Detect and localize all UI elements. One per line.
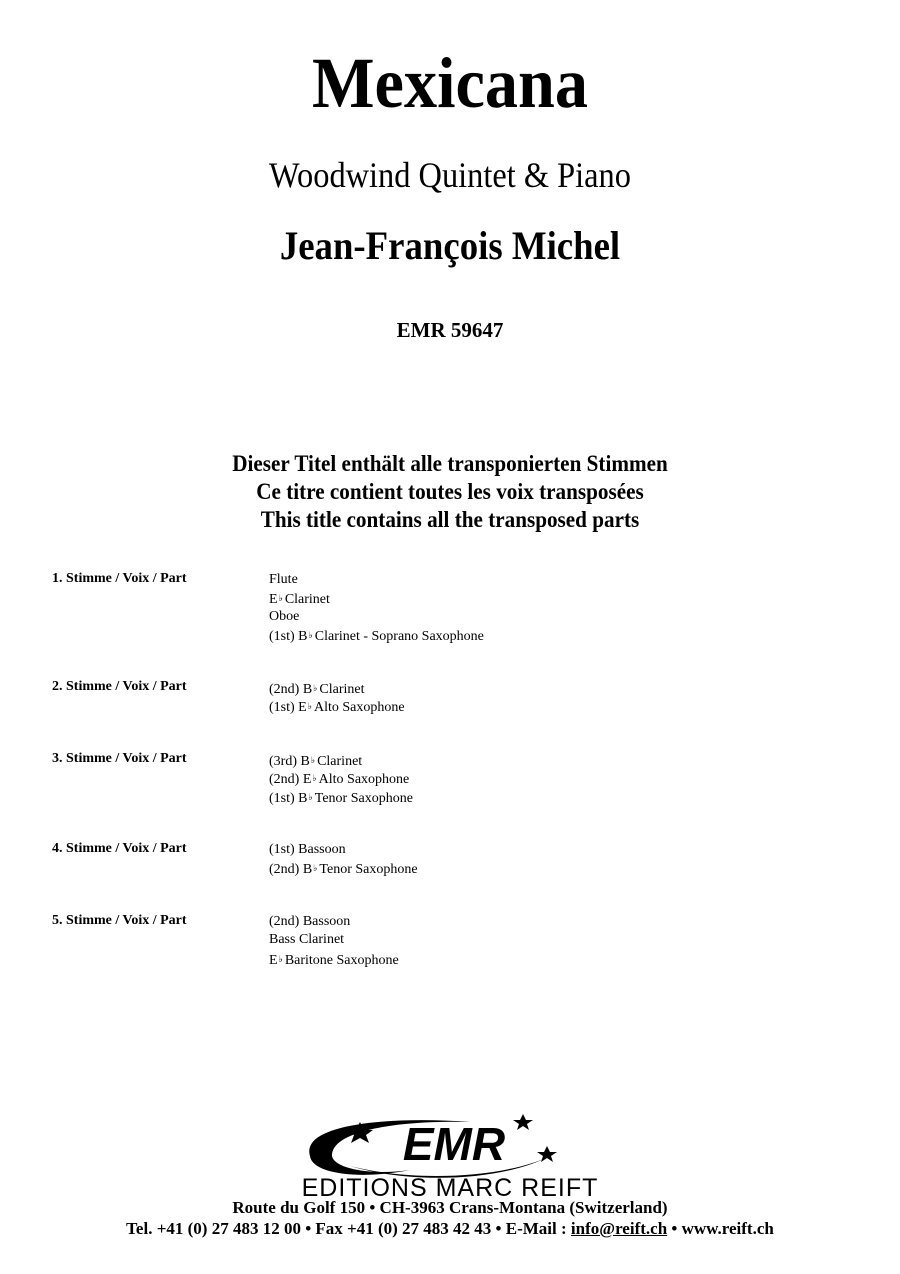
instrument-name (269, 626, 484, 644)
instrument-text: (2nd) E (269, 772, 312, 788)
publisher-logo (240, 1106, 660, 1200)
instrument-name (269, 913, 399, 931)
instrument-name (269, 589, 484, 607)
part-instrument-list (269, 913, 399, 968)
part-label: 4. Stimme / Voix / Part (52, 841, 187, 856)
instrument-text: (1st) E (269, 700, 307, 716)
instrument-text: Clarinet (319, 682, 365, 697)
instrument-name (269, 769, 413, 787)
instrument-text: (2nd) B (269, 862, 313, 878)
flat-sign: ♭ (308, 629, 313, 640)
composer-name: Jean-François Michel (279, 223, 621, 268)
instrument-text: (3rd) B (269, 754, 310, 769)
logo-emr-text: EMR (402, 1118, 506, 1170)
part-instrument-list (269, 679, 405, 716)
instrument-text: Alto Saxophone (313, 700, 405, 716)
instrument-name (269, 931, 399, 949)
instrument-text: Bass Clarinet (269, 932, 345, 948)
instrument-text: (1st) B (269, 628, 308, 644)
part-instrument-list (269, 841, 418, 878)
instrument-text: Flute (269, 572, 298, 587)
instrument-text: Tenor Saxophone (314, 790, 413, 806)
flat-sign: ♭ (312, 773, 317, 784)
flat-sign: ♭ (313, 683, 318, 693)
instrument-text: (2nd) Bassoon (269, 914, 351, 929)
instrument-name (269, 571, 484, 589)
publisher-name: EDITIONS MARC REIFT (301, 1174, 599, 1200)
instrument-text: Baritone Saxophone (284, 952, 399, 968)
instrument-name (269, 679, 405, 697)
notice-line-german: Dieser Titel enthält alle transponierten Stimmen (232, 451, 668, 476)
score-title: Mexicana (312, 43, 588, 123)
publisher-contact (0, 1219, 900, 1239)
part-instrument-list (269, 571, 484, 644)
instrument-name (269, 841, 418, 859)
part-label: 3. Stimme / Voix / Part (52, 751, 187, 766)
star-icon (537, 1146, 557, 1162)
part-label: 2. Stimme / Voix / Part (52, 679, 187, 694)
catalog-number: EMR 59647 (396, 318, 504, 342)
instrument-name (269, 697, 405, 715)
instrument-text: Tenor Saxophone (319, 862, 418, 878)
instrument-name (269, 788, 413, 806)
instrument-name (269, 859, 418, 877)
notice-line-french: Ce titre contient toutes les voix transposées (256, 479, 644, 504)
instrument-text: E (269, 952, 278, 968)
contact-phone-fax: Tel. +41 (0) 27 483 12 00 • Fax +41 (0) 27 483 42 43 • E-Mail : (126, 1219, 571, 1238)
flat-sign: ♭ (278, 593, 283, 604)
instrument-text: Clarinet (317, 754, 363, 769)
instrument-text: Alto Saxophone (318, 772, 410, 788)
email-link[interactable]: info@reift.ch (570, 1219, 668, 1238)
flat-sign: ♭ (310, 755, 316, 765)
instrument-name (269, 751, 413, 769)
instrumentation-subtitle: Woodwind Quintet & Piano (269, 155, 631, 195)
transposed-parts-notice (36, 450, 864, 534)
instrument-name (269, 608, 484, 626)
instrument-name (269, 950, 399, 968)
instrument-text: E (269, 592, 278, 608)
instrument-text: (1st) Bassoon (269, 842, 346, 857)
flat-sign: ♭ (313, 863, 318, 874)
star-icon (513, 1114, 533, 1130)
notice-line-english: This title contains all the transposed parts (260, 507, 640, 532)
instrument-text: (1st) B (269, 790, 308, 806)
instrument-text: (2nd) B (269, 682, 313, 697)
instrument-text: Oboe (269, 608, 300, 624)
flat-sign: ♭ (307, 701, 312, 712)
flat-sign: ♭ (308, 791, 313, 802)
publisher-address: Route du Golf 150 • CH-3963 Crans-Montana (Switzerland) (232, 1198, 668, 1217)
instrument-text: Clarinet - Soprano Saxophone (314, 628, 484, 644)
part-label: 1. Stimme / Voix / Part (52, 571, 187, 586)
part-instrument-list (269, 751, 413, 806)
flat-sign: ♭ (278, 953, 283, 964)
contact-website[interactable]: • www.reift.ch (667, 1219, 774, 1238)
part-label: 5. Stimme / Voix / Part (52, 913, 187, 928)
instrument-text: Clarinet (284, 592, 330, 608)
